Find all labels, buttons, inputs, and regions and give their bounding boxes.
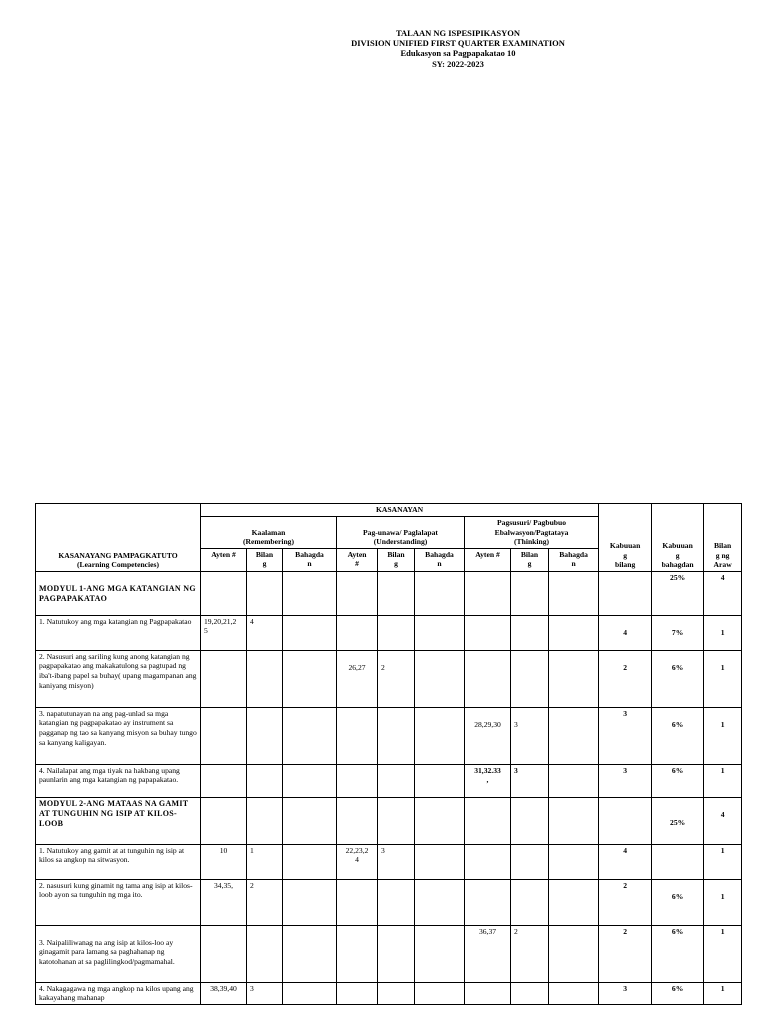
competency-cell: 1. Natutukoy ang mga katangian ng Pagpapakatao (36, 615, 201, 650)
table-row (36, 925, 742, 982)
table-row (36, 879, 742, 925)
items-subheader: Ayten # (337, 548, 378, 571)
percent-cell: 6% (652, 879, 704, 925)
total-cell: 2 (599, 925, 652, 982)
count-cell: 3 (511, 707, 549, 764)
days-cell: 4 (704, 797, 742, 844)
percent-cell: 7% (652, 615, 704, 650)
total-percent-header: Kabuuan g bahagdan (652, 504, 704, 572)
days-cell: 1 (704, 764, 742, 797)
items-cell: 22,23,2 4 (337, 844, 378, 879)
doc-school-year: SY: 2022-2023 (432, 58, 484, 69)
days-cell: 1 (704, 844, 742, 879)
days-cell: 4 (704, 571, 742, 615)
competency-cell: 1. Natutukoy ang gamit at at tunguhin ng isip at kilos sa angkop na sitwasyon. (36, 844, 201, 879)
days-cell: 1 (704, 879, 742, 925)
total-cell: 3 (599, 764, 652, 797)
table-row (36, 707, 742, 764)
days-cell: 1 (704, 615, 742, 650)
count-cell: 3 (378, 844, 415, 879)
doc-subject: Edukasyon sa Pagpapakatao 10 (400, 48, 516, 59)
count-subheader: Bilan g (378, 548, 415, 571)
doc-title: TALAAN NG ISPESIPIKASYON (395, 28, 521, 38)
items-cell: 28,29,30 (465, 707, 511, 764)
table-row (36, 844, 742, 879)
total-count-header: Kabuuan g bilang (599, 504, 652, 572)
items-cell: 31,32.33 , (465, 764, 511, 797)
items-cell: 36,37 (465, 925, 511, 982)
percent-cell: 25% (652, 797, 704, 844)
competency-cell: 2. nasusuri kung ginamit ng tama ang isip at kilos-loob ayon sa tunguhin ng mga ito. (36, 879, 201, 925)
table-row (36, 571, 742, 615)
items-cell: 10 (201, 844, 247, 879)
days-cell: 1 (704, 925, 742, 982)
percent-cell: 6% (652, 764, 704, 797)
kasanayan-header: KASANAYAN (201, 504, 599, 517)
doc-subtitle: DIVISION UNIFIED FIRST QUARTER EXAMINATION (351, 38, 565, 49)
competency-cell: 2. Nasusuri ang sariling kung anong katangian ng pagpapakatao ang makakatulong sa pagtupad ng iba't-ibang papel sa buhay( upang magampanan ang kaniyang misyon) (36, 650, 201, 707)
thinking-header: Pagsusuri/ Pagbubuo Ebalwasyon/Pagtataya (Thinking) (465, 517, 599, 549)
items-cell: 38,39,40 (201, 982, 247, 1004)
count-cell: 3 (511, 764, 549, 797)
items-cell: 26,27 (337, 650, 378, 707)
days-cell: 1 (704, 982, 742, 1004)
percent-cell: 6% (652, 707, 704, 764)
total-cell (599, 797, 652, 844)
total-cell: 4 (599, 615, 652, 650)
percent-cell: 25% (652, 571, 704, 615)
document-header (300, 28, 616, 69)
total-cell: 2 (599, 650, 652, 707)
table-row (36, 982, 742, 1004)
count-cell: 3 (247, 982, 283, 1004)
items-subheader: Ayten # (201, 548, 247, 571)
table-row (36, 797, 742, 844)
total-cell: 3 (599, 707, 652, 764)
total-cell: 4 (599, 844, 652, 879)
days-header: Bilan g ng Araw (704, 504, 742, 572)
total-cell: 3 (599, 982, 652, 1004)
percent-subheader: Bahagda n (549, 548, 599, 571)
count-subheader: Bilan g (511, 548, 549, 571)
competency-cell: 4. Nakagagawa ng mga angkop na kilos upang ang kakayahang mahanap (36, 982, 201, 1004)
specification-table (35, 503, 742, 1005)
percent-cell: 6% (652, 650, 704, 707)
percent-subheader: Bahagda n (415, 548, 465, 571)
items-subheader: Ayten # (465, 548, 511, 571)
count-cell: 1 (247, 844, 283, 879)
total-cell (599, 571, 652, 615)
total-cell: 2 (599, 879, 652, 925)
percent-cell (652, 844, 704, 879)
items-cell: 34,35, (201, 879, 247, 925)
count-cell: 2 (378, 650, 415, 707)
days-cell: 1 (704, 650, 742, 707)
module-title: MODYUL 2-ANG MATAAS NA GAMIT AT TUNGUHIN NG ISIP AT KILOS-LOOB (36, 797, 201, 844)
days-cell: 1 (704, 707, 742, 764)
count-subheader: Bilan g (247, 548, 283, 571)
table-row (36, 615, 742, 650)
understanding-header: Pag-unawa/ Paglalapat (Understanding) (337, 517, 465, 549)
competency-cell: 3. Naipaliliwanag na ang isip at kilos-loo ay ginagamit para lamang sa paghahanap ng katotohanan at sa paglilingkod/pagmamahal. (36, 925, 201, 982)
remembering-header: Kaalaman (Remembering) (201, 517, 337, 549)
competency-cell: 4. Nailalapat ang mga tiyak na hakbang upang paunlarin ang mga katangian ng papapakatao. (36, 764, 201, 797)
percent-subheader: Bahagda n (283, 548, 337, 571)
competency-cell: 3. napatutunayan na ang pag-unlad sa mga katangian ng pagpapakatao ay instrument sa pagganap ng tao sa kanyang misyon sa buhay tungo sa kanyang kaligayan. (36, 707, 201, 764)
table-row (36, 650, 742, 707)
percent-cell: 6% (652, 925, 704, 982)
module-title: MODYUL 1-ANG MGA KATANGIAN NG PAGPAPAKATAO (36, 571, 201, 615)
count-cell: 2 (247, 879, 283, 925)
count-cell: 2 (511, 925, 549, 982)
count-cell: 4 (247, 615, 283, 650)
percent-cell: 6% (652, 982, 704, 1004)
items-cell: 19,20,21,2 5 (201, 615, 247, 650)
competency-header: KASANAYANG PAMPAGKATUTO (Learning Competencies) (36, 504, 201, 572)
table-row (36, 764, 742, 797)
